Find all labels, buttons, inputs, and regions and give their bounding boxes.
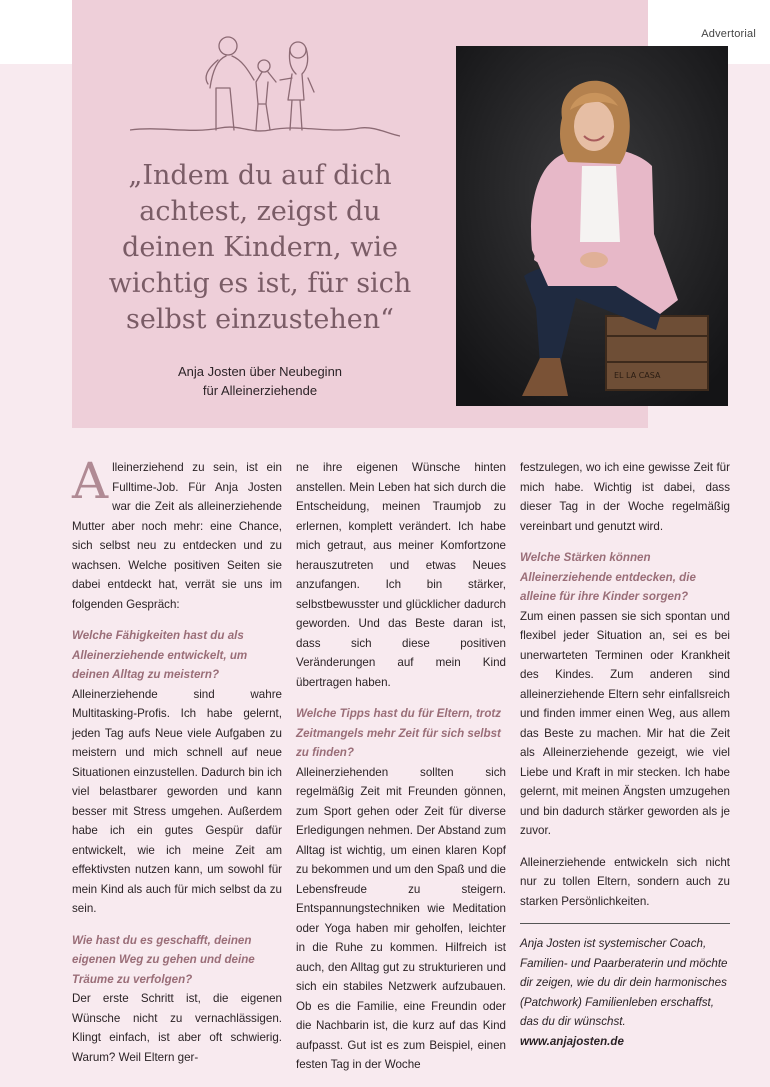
portrait-photo bbox=[456, 46, 728, 406]
pull-quote: „Indem du auf dich achtest, zeigst du deinen Kindern, wie wichtig es ist, für sich selbst einzustehen“ bbox=[108, 160, 412, 335]
question-3: Welche Tipps hast du für Eltern, trotz Zeitmangels mehr Zeit für sich selbst zu finden? bbox=[296, 707, 502, 759]
section-label: Advertorial bbox=[701, 28, 756, 40]
article-column-3 bbox=[520, 458, 730, 1063]
drop-cap: A bbox=[72, 452, 109, 510]
family-line-drawing bbox=[130, 30, 400, 150]
author-bio bbox=[520, 934, 730, 1051]
question-1: Welche Fähigkeiten hast du als Alleinerziehende entwickelt, um deinen Alltag zu meistern? bbox=[72, 629, 248, 681]
bio-divider bbox=[520, 923, 730, 924]
crate-text: EL LA CASA bbox=[614, 371, 661, 380]
question-4: Welche Stärken können Alleinerziehende entdecken, die alleine für ihre Kinder sorgen? bbox=[520, 551, 696, 603]
answer-3-part-2: festzulegen, wo ich eine gewisse Zeit für mich habe. Wichtig ist dabei, dass dieser Tag in der Woche regelmäßig vereinbart und genutzt wird. bbox=[520, 461, 730, 533]
website-link[interactable]: www.anjajosten.de bbox=[520, 1034, 624, 1048]
quote-caption-line-1: Anja Josten über Neubeginn bbox=[177, 364, 343, 379]
quote-caption bbox=[120, 362, 400, 400]
closing-paragraph: Alleinerziehende entwickeln sich nicht nur zu tollen Eltern, sondern auch zu starken Persönlichkeiten. bbox=[520, 855, 730, 908]
wooden-crate bbox=[606, 316, 708, 390]
intro-text: lleinerziehend zu sein, ist ein Fulltime-Job. Für Anja Josten war die Zeit als alleinerziehende Mutter aber noch mehr: eine Chance, sich selbst neu zu entdecken und zu wachsen. Welche positiven Seiten sie dabei entdeckt hat, verrät sie uns im folgenden Gespräch: bbox=[72, 461, 282, 611]
answer-2-part-1: Der erste Schritt ist, die eigenen Wünsche nicht zu vernachlässigen. Klingt einfach, ist aber oft schwierig. Warum? Weil Eltern ger- bbox=[72, 992, 282, 1064]
author-bio-text: Anja Josten ist systemischer Coach, Familien- und Paarberaterin und möchte dir zeigen, wie du dir dein harmonisches (Patchwork) Familienleben erschaffst, das du dir wünschst. bbox=[520, 937, 728, 1028]
article-column-2 bbox=[296, 458, 506, 1087]
article-column-1 bbox=[72, 452, 282, 1079]
intro-paragraph bbox=[72, 452, 282, 614]
question-2: Wie hast du es geschafft, deinen eigenen Weg zu gehen und deine Träume zu verfolgen? bbox=[72, 933, 255, 986]
answer-4: Zum einen passen sie sich spontan und flexibel jeder Situation an, sei es bei unerwarteten Terminen oder Krankheit des Kindes. Zum anderen sind alleinerziehende Eltern sehr einfallsreich und finden immer einen Weg, aus allem das Beste zu machen. Mir hat die Zeit als Alleinerziehende gezeigt, wie viel Liebe und Kraft in mir stecken. Ich habe gelernt, mit meinen Ängsten umzugehen und bin dadurch stärker geworden als je zuvor. bbox=[520, 609, 730, 837]
answer-2-part-2: ne ihre eigenen Wünsche hinten anstellen. Mein Leben hat sich durch die Entscheidung, meinen Traumjob zu erlernen, komplett verändert. Ich habe mich getraut, aus meiner Komfortzone herauszutreten und etwas Neues anzufangen. Ich bin stärker, selbstbewusster und glücklicher dadurch geworden. Und das Beste daran ist, dass sich diese positiven Veränderungen auf mein Kind übertragen haben. bbox=[296, 461, 506, 689]
answer-1: Alleinerziehende sind wahre Multitasking-Profis. Ich habe gelernt, jeden Tag aufs Neue viele Aufgaben zu meistern und mich schnell auf neue Situationen einzustellen. Dadurch bin ich viel belastbarer geworden und kann besser mit Stress umgehen. Außerdem habe ich ein gutes Gespür dafür entwickelt, wie ich meine Zeit am effektivsten nutzen kann, um sowohl für mein Kind als auch für mich selbst da zu sein. bbox=[72, 687, 282, 915]
answer-3-part-1: Alleinerziehenden sollten sich regelmäßig Zeit mit Freunden gönnen, zum Sport gehen oder Zeit für diverse Erledigungen nehmen. Der Abstand zum Alltag ist wichtig, um einen klaren Kopf zu bekommen und um den Spaß und die Lebensfreude zu steigern. Entspannungstechniken wie Meditation oder Yoga haben mir geholfen, leichter in die Ruhe zu kommen. Hilfreich ist auch, den Alltag gut zu strukturieren und sich ein stabiles Netzwerk aufzubauen. Ob es die Familie, eine Freundin oder die Nachbarin ist, die kurz auf das Kind aufpasst. Gut ist es zum Beispiel, einen festen Tag in der Woche bbox=[296, 765, 506, 1071]
quote-caption-line-2: für Alleinerziehende bbox=[202, 383, 318, 398]
